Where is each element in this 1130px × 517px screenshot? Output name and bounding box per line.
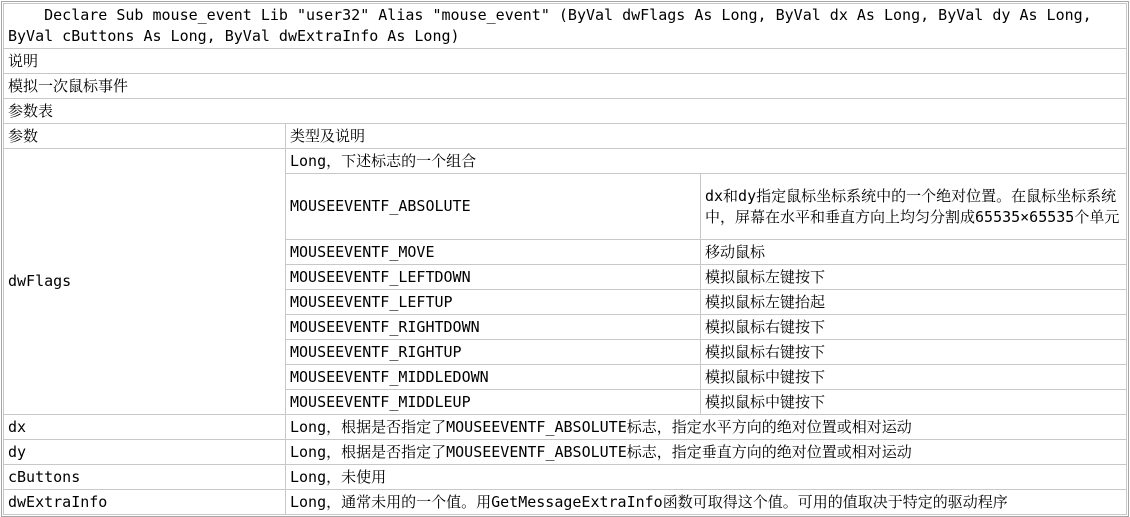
flag-desc: dx和dy指定鼠标坐标系统中的一个绝对位置。在鼠标坐标系统中，屏幕在水平和垂直方向上均匀分割成65535×65535个单元 — [701, 174, 1127, 240]
param-name: dy — [4, 440, 286, 465]
description-text: 模拟一次鼠标事件 — [4, 74, 1127, 99]
dwflags-summary: Long，下述标志的一个组合 — [286, 149, 1127, 174]
param-row-dwextrainfo — [4, 490, 1127, 515]
param-row-cbuttons — [4, 465, 1127, 490]
flag-desc: 模拟鼠标左键按下 — [701, 265, 1127, 290]
param-header-cell: 参数 — [4, 124, 286, 149]
param-table-header-row — [4, 124, 1127, 149]
description-label: 说明 — [4, 49, 1127, 74]
flag-desc: 模拟鼠标中键按下 — [701, 390, 1127, 415]
type-desc-header-cell: 类型及说明 — [286, 124, 1127, 149]
api-doc-panel — [1, 1, 1129, 517]
param-desc: Long，根据是否指定了MOUSEEVENTF_ABSOLUTE标志，指定垂直方向的绝对位置或相对运动 — [286, 440, 1127, 465]
dwflags-summary-row — [4, 149, 1127, 174]
flag-name: MOUSEEVENTF_MIDDLEUP — [286, 390, 701, 415]
flag-name: MOUSEEVENTF_MIDDLEDOWN — [286, 365, 701, 390]
mouse-event-doc-table — [3, 3, 1127, 515]
param-row-dx — [4, 415, 1127, 440]
declaration-row — [4, 4, 1127, 49]
description-text-row — [4, 74, 1127, 99]
param-name: dx — [4, 415, 286, 440]
param-name-dwflags: dwFlags — [4, 149, 286, 415]
flag-name: MOUSEEVENTF_MOVE — [286, 240, 701, 265]
flag-desc: 模拟鼠标中键按下 — [701, 365, 1127, 390]
param-desc: Long，通常未用的一个值。用GetMessageExtraInfo函数可取得这个值。可用的值取决于特定的驱动程序 — [286, 490, 1127, 515]
param-desc: Long，根据是否指定了MOUSEEVENTF_ABSOLUTE标志，指定水平方向的绝对位置或相对运动 — [286, 415, 1127, 440]
flag-desc: 模拟鼠标左键抬起 — [701, 290, 1127, 315]
param-table-label-row — [4, 99, 1127, 124]
description-label-row — [4, 49, 1127, 74]
flag-name: MOUSEEVENTF_RIGHTDOWN — [286, 315, 701, 340]
param-row-dy — [4, 440, 1127, 465]
flag-name: MOUSEEVENTF_LEFTUP — [286, 290, 701, 315]
flag-desc: 移动鼠标 — [701, 240, 1127, 265]
declaration-text: Declare Sub mouse_event Lib "user32" Alias "mouse_event" (ByVal dwFlags As Long, ByVal dx As Long, ByVal dy As Long, ByVal cButtons As Long, ByVal dwExtraInfo As Long) — [4, 4, 1127, 49]
param-name: cButtons — [4, 465, 286, 490]
flag-name: MOUSEEVENTF_ABSOLUTE — [286, 174, 701, 240]
flag-desc: 模拟鼠标右键按下 — [701, 315, 1127, 340]
param-name: dwExtraInfo — [4, 490, 286, 515]
param-table-label: 参数表 — [4, 99, 1127, 124]
param-desc: Long，未使用 — [286, 465, 1127, 490]
flag-desc: 模拟鼠标右键按下 — [701, 340, 1127, 365]
flag-name: MOUSEEVENTF_LEFTDOWN — [286, 265, 701, 290]
flag-name: MOUSEEVENTF_RIGHTUP — [286, 340, 701, 365]
